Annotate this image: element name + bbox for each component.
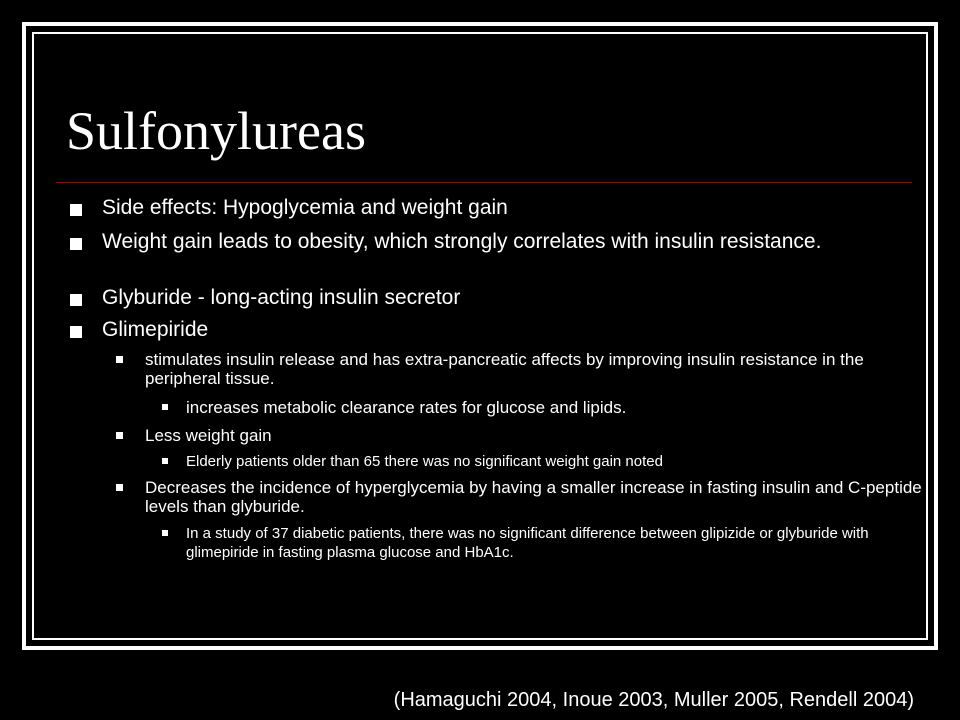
square-bullet-icon	[162, 404, 168, 410]
bullet-text: Elderly patients older than 65 there was no significant weight gain noted	[186, 453, 663, 470]
bullet-text: stimulates insulin release and has extra-pancreatic affects by improving insulin resistance in the peripheral tissue.	[145, 350, 864, 388]
bullet-text: Weight gain leads to obesity, which strongly correlates with insulin resistance.	[102, 230, 822, 253]
square-bullet-icon	[70, 204, 82, 216]
bullet-text: Glimepiride	[102, 318, 209, 341]
bullet-text: increases metabolic clearance rates for glucose and lipids.	[186, 398, 627, 417]
square-bullet-icon	[70, 326, 82, 338]
square-bullet-icon	[116, 432, 123, 439]
bullet-text: Glyburide - long-acting insulin secretor	[102, 286, 461, 309]
square-bullet-icon	[70, 294, 82, 306]
square-bullet-icon	[116, 356, 123, 363]
square-bullet-icon	[162, 458, 168, 464]
bullet-text: Less weight gain	[145, 426, 272, 445]
bullet-text: In a study of 37 diabetic patients, there was no significant difference between glipizide or glyburide with glimepiride in fasting plasma glucose and HbA1c.	[186, 525, 869, 561]
bullet-text: Decreases the incidence of hyperglycemia by having a smaller increase in fasting insulin and C-peptide levels than glyburide.	[145, 478, 922, 516]
bullet-text: Side effects: Hypoglycemia and weight gain	[102, 196, 508, 219]
square-bullet-icon	[116, 484, 123, 491]
citation-text: (Hamaguchi 2004, Inoue 2003, Muller 2005, Rendell 2004)	[393, 689, 914, 711]
square-bullet-icon	[70, 238, 82, 250]
slide-title: Sulfonylureas	[66, 101, 366, 161]
square-bullet-icon	[162, 530, 168, 536]
